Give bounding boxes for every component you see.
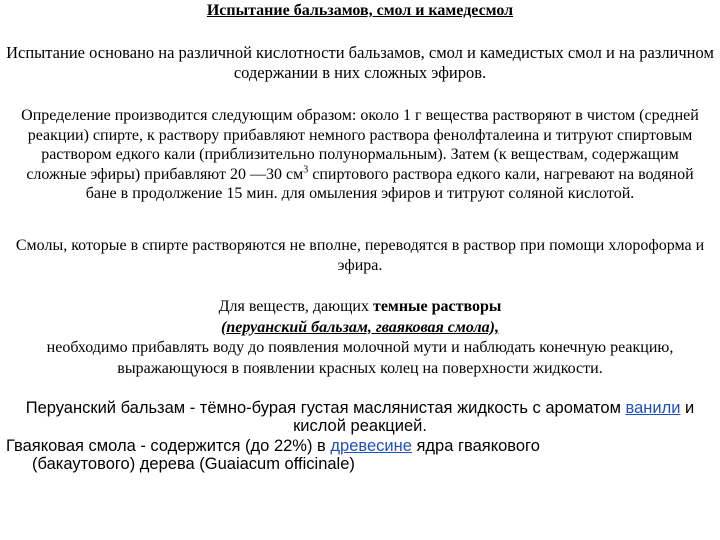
dark-examples: (перуанский бальзам, гваяковая смола), <box>221 318 499 336</box>
vanilla-link[interactable]: ванили <box>625 399 681 417</box>
page-title: Испытание бальзамов, смол и камедесмол <box>206 2 514 19</box>
guaiac-line-2: (бакаутового) дерева (Guaiacum officinale) <box>32 455 355 473</box>
intro-paragraph: Испытание основано на различной кислотности бальзамов, смол и камедистых смол и на различном содержании в них сложных эфиров. <box>6 43 714 82</box>
resins-paragraph: Смолы, которые в спирте растворяются не вполне, переводятся в раствор при помощи хлороформа и эфира. <box>15 237 705 274</box>
dark-solutions-term: темные растворы <box>372 298 502 315</box>
dark-post-text: необходимо прибавлять воду до появления молочной мути и наблюдать конечную реакцию, выражающуюся в появлении красных колец на поверхности жидкости. <box>46 339 674 377</box>
wood-link[interactable]: древесине <box>330 437 412 455</box>
peru-pre-text: Перуанский бальзам - тёмно-бурая густая маслянистая жидкость с ароматом <box>25 399 626 417</box>
dark-pre-text: Для веществ, дающих <box>218 298 373 315</box>
guaiac-paragraph <box>0 437 720 473</box>
peru-post-text: и кислой реакцией. <box>293 399 695 435</box>
dark-solutions-paragraph <box>20 297 700 379</box>
peru-balsam-paragraph <box>4 399 716 435</box>
method-text-1: Определение производится следующим образом: около 1 г вещества растворяют в чистом (средней реакции) спирте, к раствору прибавляют немного раствора фенолфталеина и титруют спиртовым раствором едкого кали (приблизительно полунормальным). Затем (к веществам, содержащим сложные эфиры) прибавляют 20 —30 см <box>21 107 699 183</box>
superscript: 3 <box>303 164 309 176</box>
guaiac-post-text: ядра гваякового <box>411 437 540 455</box>
method-text-2: спиртового раствора едкого кали, нагревают на водяной бане в продолжение 15 мин. для омыления эфиров и титруют соляной кислотой. <box>85 165 694 202</box>
guaiac-pre-text: Гваяковая смола - содержится (до 22%) в <box>6 437 331 455</box>
method-paragraph <box>10 106 710 204</box>
